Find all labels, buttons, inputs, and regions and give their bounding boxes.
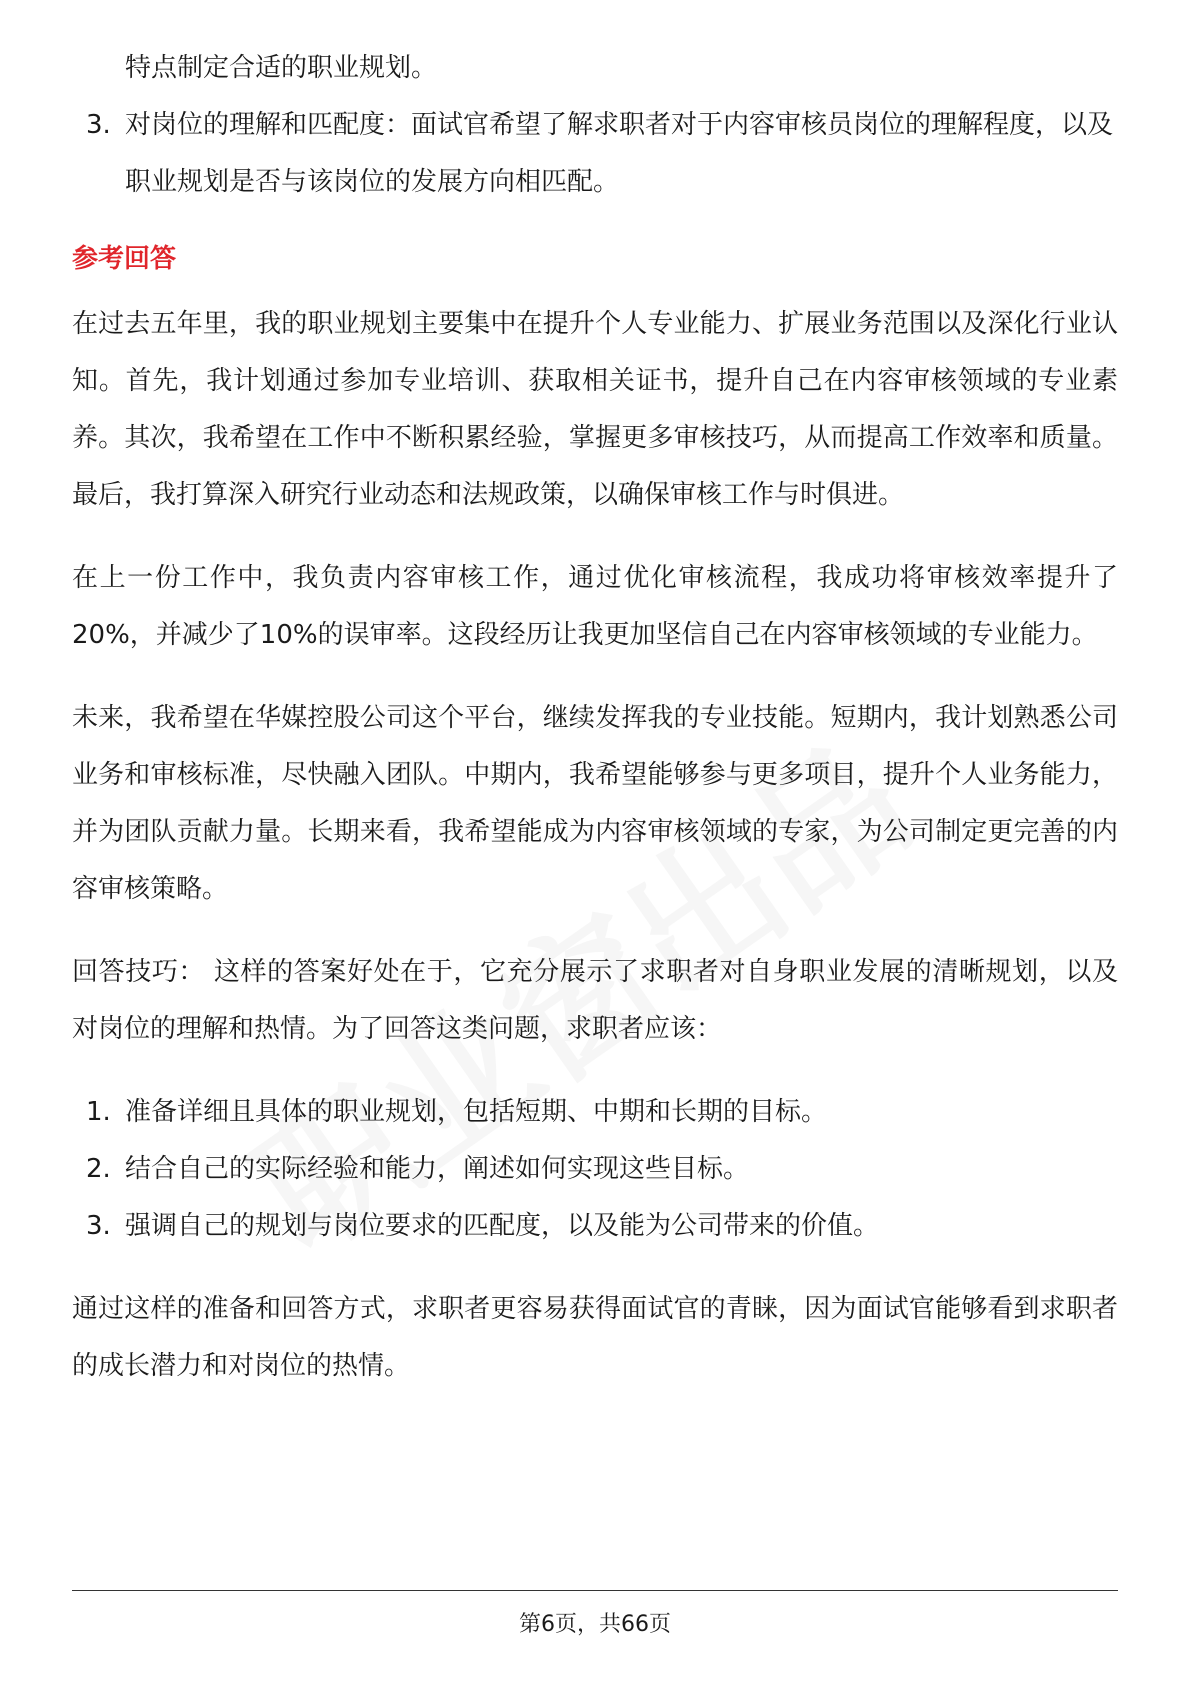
list-item-text: 强调自己的规划与岗位要求的匹配度，以及能为公司带来的价值。 (125, 1211, 880, 1241)
list-item-number: 1. (86, 1097, 111, 1127)
list-item-continuation: 特点制定合适的职业规划。 (125, 53, 438, 83)
tips-list (72, 1084, 1118, 1255)
list-item-text: 准备详细且具体的职业规划，包括短期、中期和长期的目标。 (125, 1097, 828, 1127)
paragraph-tips: 回答技巧： 这样的答案好处在于，它充分展示了求职者对自身职业发展的清晰规划，以及对岗位的理解和热情。为了回答这类问题，求职者应该： (72, 957, 1118, 1044)
list-item-number: 2. (86, 1154, 111, 1184)
footer-divider (72, 1590, 1118, 1591)
paragraph: 在上一份工作中，我负责内容审核工作，通过优化审核流程，我成功将审核效率提升了20%，并减少了10%的误审率。这段经历让我更加坚信自己在内容审核领域的专业能力。 (72, 563, 1118, 650)
list-item (72, 1084, 1118, 1141)
document-page (72, 40, 1118, 1395)
list-item-number: 3. (86, 1211, 111, 1241)
list-item-text: 结合自己的实际经验和能力，阐述如何实现这些目标。 (125, 1154, 750, 1184)
list-item (72, 1198, 1118, 1255)
paragraph: 在过去五年里，我的职业规划主要集中在提升个人专业能力、扩展业务范围以及深化行业认知。首先，我计划通过参加专业培训、获取相关证书，提升自己在内容审核领域的专业素养。其次，我希望在工作中不断积累经验，掌握更多审核技巧，从而提高工作效率和质量。最后，我打算深入研究行业动态和法规政策，以确保审核工作与时俱进。 (72, 309, 1118, 510)
list-item (72, 1141, 1118, 1198)
closing-paragraph: 通过这样的准备和回答方式，求职者更容易获得面试官的青睐，因为面试官能够看到求职者的成长潜力和对岗位的热情。 (72, 1294, 1118, 1381)
page-number: 第6页，共66页 (519, 1612, 671, 1637)
list-item-number: 3. (86, 110, 111, 140)
paragraph: 未来，我希望在华媒控股公司这个平台，继续发挥我的专业技能。短期内，我计划熟悉公司业务和审核标准，尽快融入团队。中期内，我希望能够参与更多项目，提升个人业务能力，并为团队贡献力量。长期来看，我希望能成为内容审核领域的专家，为公司制定更完善的内容审核策略。 (72, 703, 1118, 904)
list-item-text: 对岗位的理解和匹配度：面试官希望了解求职者对于内容审核员岗位的理解程度，以及职业规划是否与该岗位的发展方向相匹配。 (125, 110, 1114, 197)
list-item (72, 97, 1118, 211)
section-heading-reference-answer: 参考回答 (72, 244, 177, 274)
